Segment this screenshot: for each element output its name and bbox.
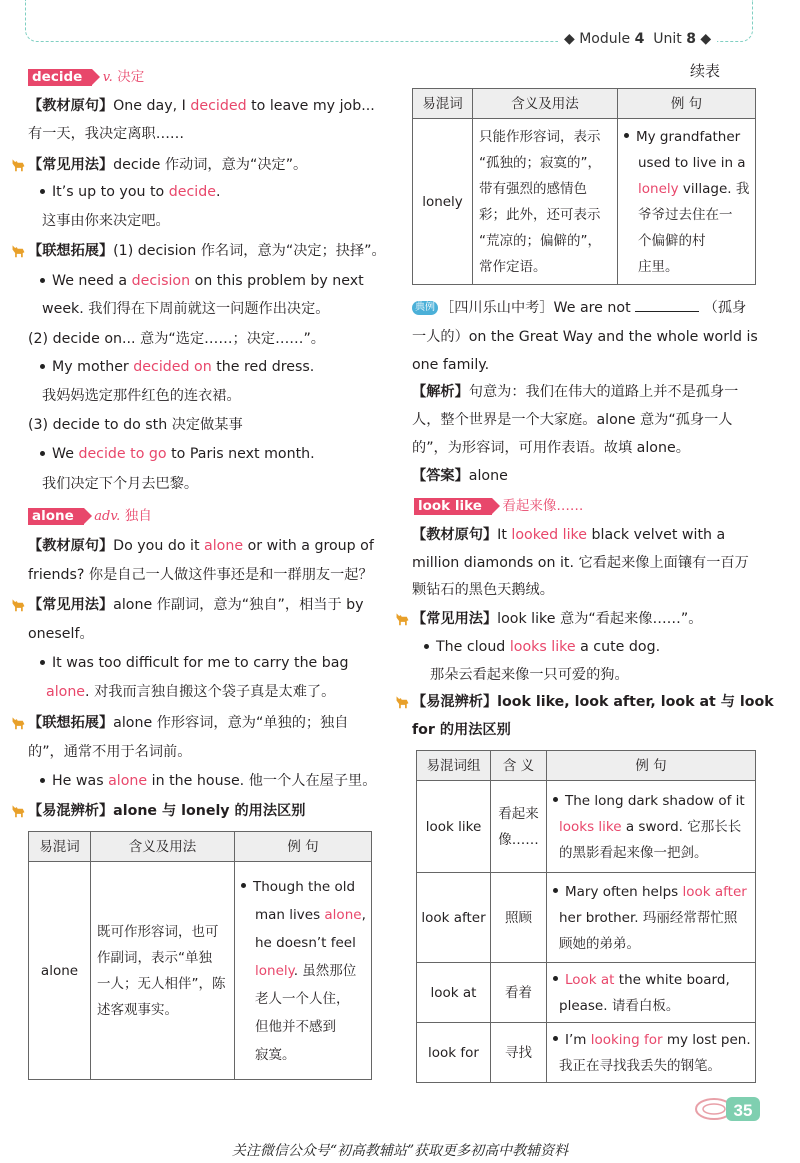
usage-point: (2) decide on... 意为“选定……；决定……”。 — [28, 331, 325, 347]
example-sentence: We decide to go to Paris next month. — [40, 444, 315, 464]
deer-icon — [394, 693, 411, 710]
table-header: 含义及用法 — [473, 89, 618, 119]
example-translation: 我们决定下个月去巴黎。 — [42, 476, 199, 492]
lonely-table — [412, 88, 756, 285]
exam-question-cont: one family. — [412, 357, 490, 373]
example-sentence: My mother decided on the red dress. — [40, 357, 314, 377]
extension: 【联想拓展】alone 作形容词，意为“单独的；独自 — [28, 713, 348, 733]
table-row — [417, 963, 756, 1023]
textbook-sentence: 【教材原句】Do you do it alone or with a group of — [28, 538, 374, 554]
module-header: ◆ Module 4 Unit 8 ◆ — [558, 31, 717, 47]
confusion-heading: 【易混辨析】look like, look after, look at 与 look — [412, 692, 774, 712]
part-of-speech: adv. — [94, 509, 121, 524]
table-cell-example: My grandfather used to live in a lonely village. 我 爷爷过去住在一 个偏僻的村 庄里。 — [618, 119, 756, 285]
table-cell-example: Though the old man lives alone, he doesn’t feel lonely. 虽然那位 老人一个人住， 但他并不感到 寂寞。 — [235, 862, 372, 1080]
table-cell-meaning: 看起来 像…… — [491, 781, 547, 873]
table-header: 易混词 — [413, 89, 473, 119]
table-cell-example: Look at the white board, please. 请看白板。 — [547, 963, 756, 1023]
table-cell-phrase: look after — [417, 873, 491, 963]
table-row — [417, 873, 756, 963]
footer-note: 关注微信公众号“初高教辅站”获取更多初高中教辅资料 — [231, 1143, 569, 1159]
table-row — [417, 781, 756, 873]
table-header-row — [417, 751, 756, 781]
page-number: 35 — [733, 1101, 753, 1120]
textbook-sentence-cont: 颗钻石的黑色天鹅绒。 — [412, 582, 554, 598]
deer-icon — [10, 242, 27, 259]
example-sentence: We need a decision on this problem by next — [40, 271, 364, 291]
alone-lonely-table — [28, 831, 372, 1080]
example-badge: 典例 — [412, 301, 438, 315]
word-tag: alone — [28, 508, 84, 525]
table-header: 含 义 — [491, 751, 547, 781]
table-cell-word: lonely — [413, 119, 473, 285]
table-cell-example: The long dark shadow of it looks like a sword. 它那长长 的黑影看起来像一把剑。 — [547, 781, 756, 873]
table-header-row — [413, 89, 756, 119]
table-cell-phrase: look like — [417, 781, 491, 873]
table-header: 例 句 — [547, 751, 756, 781]
page-number-badge — [694, 1093, 764, 1125]
word-tag: decide — [28, 69, 92, 86]
deer-icon — [10, 802, 27, 819]
table-cell-phrase: look at — [417, 963, 491, 1023]
example-translation: week. 我们得在下周前就这一问题作出决定。 — [42, 301, 330, 317]
confusion-heading-cont: for 的用法区别 — [412, 722, 511, 738]
extension: 【联想拓展】(1) decision 作名词，意为“决定；抉择”。 — [28, 241, 386, 261]
usage-point: (3) decide to do sth 决定做某事 — [28, 417, 243, 433]
exam-question-cont: 一人的）on the Great Way and the whole world is — [412, 329, 758, 345]
textbook-sentence: 【教材原句】One day, I decided to leave my job... — [28, 98, 375, 114]
deer-icon — [10, 156, 27, 173]
textbook-sentence-cont: million diamonds on it. 它看起来像上面镶有一百万 — [412, 555, 749, 571]
confusion-heading: 【易混辨析】alone 与 lonely 的用法区别 — [28, 801, 305, 821]
part-of-speech: v. — [102, 70, 113, 85]
textbook-translation: 有一天，我决定离职…… — [28, 126, 185, 142]
meaning: 独自 — [124, 508, 152, 524]
example-translation: 这事由你来决定吧。 — [42, 213, 170, 229]
table-row — [29, 862, 372, 1080]
table-cell-word: alone — [29, 862, 91, 1080]
analysis: 【解析】句意为：我们在伟大的道路上并不是孤身一 — [412, 384, 739, 400]
example-translation: 那朵云看起来像一只可爱的狗。 — [430, 667, 629, 683]
deer-icon — [10, 596, 27, 613]
entry-alone — [28, 506, 152, 527]
entry-look-like — [414, 496, 583, 516]
example-sentence: It was too difficult for me to carry the bag — [40, 653, 349, 673]
table-header: 例 句 — [235, 832, 372, 862]
table-row — [417, 1023, 756, 1083]
table-cell-meaning: 照顾 — [491, 873, 547, 963]
answer-blank — [635, 298, 699, 312]
common-usage-cont: oneself。 — [28, 626, 94, 642]
common-usage: 【常见用法】decide 作动词，意为“决定”。 — [28, 155, 307, 175]
analysis-cont: 的”，为形容词，可用作表语。故填 alone。 — [412, 440, 690, 456]
table-header-row — [29, 832, 372, 862]
word-tag: look like — [414, 498, 492, 515]
common-usage: 【常见用法】look like 意为“看起来像……”。 — [412, 609, 702, 629]
analysis-cont: 人，整个世界是一个大家庭。alone 意为“孤身一人 — [412, 412, 733, 428]
example-translation: alone. 对我而言独自搬这个袋子真是太难了。 — [46, 684, 336, 700]
meaning: 决定 — [117, 69, 145, 85]
textbook-sentence: 【教材原句】It looked like black velvet with a — [412, 527, 726, 543]
table-header: 例 句 — [618, 89, 756, 119]
table-header: 易混词组 — [417, 751, 491, 781]
example-sentence: He was alone in the house. 他一个人在屋子里。 — [40, 771, 376, 791]
table-cell-meaning: 寻找 — [491, 1023, 547, 1083]
deer-icon — [10, 714, 27, 731]
table-cell-meaning: 看着 — [491, 963, 547, 1023]
table-cell-usage: 既可作形容词，也可 作副词，表示“单独 一人；无人相伴”，陈 述客观事实。 — [91, 862, 235, 1080]
table-cell-example: I’m looking for my lost pen. 我正在寻找我丢失的钢笔。 — [547, 1023, 756, 1083]
deer-icon — [394, 610, 411, 627]
answer: 【答案】alone — [412, 468, 508, 484]
entry-decide — [28, 67, 144, 88]
common-usage: 【常见用法】alone 作副词，意为“独自”，相当于 by — [28, 595, 364, 615]
textbook-translation: friends? 你是自己一人做这件事还是和一群朋友一起？ — [28, 567, 373, 583]
example-sentence: The cloud looks like a cute dog. — [424, 637, 660, 657]
look-phrases-table — [416, 750, 756, 1083]
extension-cont: 的”，通常不用于名词前。 — [28, 744, 192, 760]
continued-label: 续表 — [690, 62, 721, 80]
exam-question: 典例 ［四川乐山中考］We are not （孤身 — [412, 298, 746, 318]
table-cell-phrase: look for — [417, 1023, 491, 1083]
table-header: 易混词 — [29, 832, 91, 862]
example-translation: 我妈妈选定那件红色的连衣裙。 — [42, 388, 241, 404]
table-cell-example: Mary often helps look after her brother. 玛丽经常帮忙照 顾她的弟弟。 — [547, 873, 756, 963]
table-header: 含义及用法 — [91, 832, 235, 862]
example-sentence: It’s up to you to decide. — [40, 182, 220, 202]
meaning: 看起来像…… — [502, 498, 584, 514]
table-row — [413, 119, 756, 285]
table-cell-usage: 只能作形容词，表示 “孤独的；寂寞的”， 带有强烈的感情色 彩；此外，还可表示 “荒凉的；偏僻的”， 常作定语。 — [473, 119, 618, 285]
